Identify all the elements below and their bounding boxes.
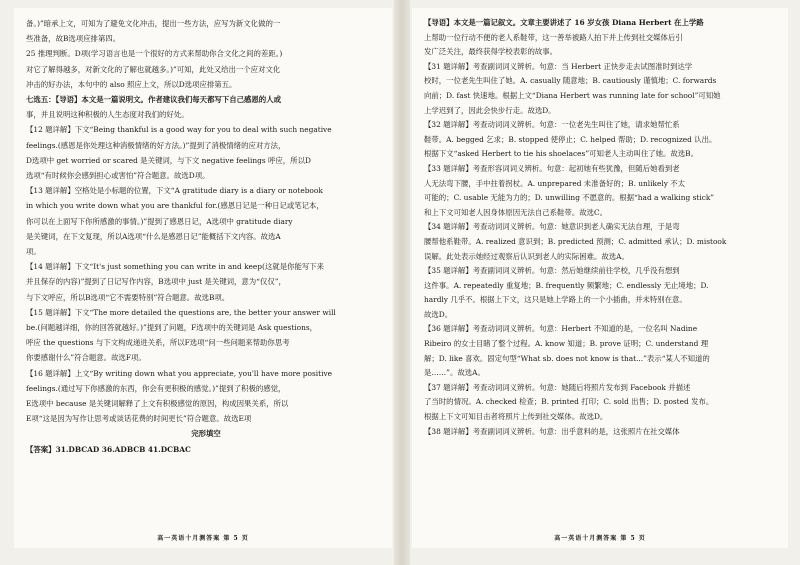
text-line: 选项“有时候你会感到担心或害怕”符合题意。故选D项。 — [26, 171, 210, 181]
page-footer: 高一英语十月测答案 第 5 页 — [157, 535, 249, 542]
text-line: 校时，一位老先生叫住了她。A. casually 随意地；B. cautiously 谨慎地；C. forwards — [424, 76, 717, 86]
text-line: 七选五：【导语】本文是一篇说明文。作者建议我们每天都写下自己感恩的人或 — [26, 95, 281, 105]
text-line: 腰帮他系鞋带。A. realized 意识到；B. predicted 预测；C. admitted 承认；D. mistook — [424, 236, 727, 246]
text-line: 解；D. like 喜欢。固定句型“What sb. does not know is that...”表示“某人不知道的 — [424, 353, 710, 363]
text-line: 【12 题详解】下文“Being thankful is a good way for you to deal with such negative — [26, 125, 332, 135]
text-line: 上学迟到了，因此会快步行走。故选D。 — [424, 105, 556, 115]
text-line: 【16 题详解】上文“By writing down what you appreciate, you'll have more positive — [26, 368, 332, 378]
text-line: 事，并且说明这种积极的人生态度对我们的好处。 — [26, 110, 189, 120]
text-line: 【15 题详解】下文“The more detailed the questions are, the better your answer will — [26, 307, 336, 317]
text-line: 了当时的情况。A. checked 检查；B. printed 打印；C. sold 出售；D. posted 发布。 — [424, 397, 714, 407]
text-line: 这件事。A. repeatedly 重复地；B. frequently 频繁地；C. endlessly 无止境地；D. — [424, 280, 709, 290]
text-line: E选项中 because 是关键词解释了上文有积极感觉的原因，构成因果关系，所以 — [26, 399, 289, 409]
text-line: 呼应 the questions 与下文构成递进关系，所以F选项“问一些问题来帮助你思考 — [26, 338, 290, 348]
text-line: 向前；D. fast 快速地。根据上文“Diana Herbert was running late for school”可知她 — [424, 90, 721, 100]
book-gutter — [394, 0, 410, 565]
text-line: Ribeiro 的女士目睹了整个过程。A. know 知道；B. prove 证明；C. understand 理 — [424, 339, 709, 349]
text-line: 些准备，故B选项应排第四。 — [26, 34, 121, 44]
text-line: 是关键词，在下文复现，所以A选项“什么是感恩日记”能概括下文内容。故选A — [26, 231, 281, 241]
text-line: 人无法弯下腰，手中拄着拐杖。A. unprepared 未准备好的；B. unlikely 不太 — [424, 178, 686, 188]
section-title: 完形填空 — [191, 429, 221, 439]
text-line: 你可以在上面写下你所感激的事情。)”提到了感恩日记，A选项中 gratitude diary — [26, 216, 293, 226]
text-line: 与下文呼应，所以B选项“它不需要特别”符合题意。故选B项。 — [26, 292, 230, 302]
text-line: 上帮助一位行动不便的老人系鞋带，这一善举被路人拍下并上传到社交媒体后引 — [424, 32, 683, 42]
right-text-column — [424, 16, 782, 439]
text-line: 25 推理判断。D项(学习语言也是一个很好的方式来帮助你合文化之间的差距。) — [26, 49, 283, 59]
text-line: 可能的；C. usable 无能为力的；D. unwilling 不愿意的。根据“had a walking stick” — [424, 193, 715, 203]
text-line: 发广泛关注，最终获得学校表彰的故事。 — [424, 47, 558, 57]
text-line: 备。)”暗承上文，可知为了避免文化冲击，提出一些方法，应写为新文化做的一 — [26, 19, 281, 28]
text-line: 对它了解得越多，对新文化的了解也就越多。)”可知，此处又给出一个应对文化 — [26, 64, 281, 74]
text-line: 根据下文“asked Herbert to tie his shoelaces”可知老人主动叫住了她。故选B。 — [424, 149, 699, 159]
text-line: 项。 — [26, 247, 41, 257]
text-line: hardly 几乎不。根据上下文，这只是她上学路上的一个小插曲，并未特别在意。 — [424, 295, 687, 305]
text-line: 【32 题详解】考查动词词义辨析。句意：一位老先生叫住了她，请求她帮忙系 — [424, 120, 680, 130]
text-line: 是……”。故选A。 — [424, 368, 485, 378]
text-line: 【33 题详解】考查形容词词义辨析。句意：起初她有些犹豫，但随后她看到老 — [424, 163, 680, 173]
left-page — [14, 8, 392, 548]
text-line: 和上下文可知老人因身体原因无法自己系鞋带。故选C。 — [424, 207, 608, 217]
text-line: feelings.(通过写下你感激的东西，你会有更积极的感觉。)”提到了积极的感觉， — [26, 383, 286, 393]
text-line: 【14 题详解】下文“It's just something you can write in and keep(这就是你能写下来 — [26, 262, 325, 272]
right-page — [412, 8, 788, 548]
text-line: 【31 题详解】考查副词词义辨析。句意：当 Herbert 正快步走去试图准时到达学 — [424, 61, 693, 71]
text-line: 【13 题详解】空格处是小标题的位置，下文“A gratitude diary is a diary or notebook — [26, 186, 323, 196]
text-line: 【37 题详解】考查动词词义辨析。句意：她随后将照片发布到 Facebook 并描述 — [424, 382, 691, 392]
text-line: 误解。此处表示她经过观察后认识到老人的实际困难。故选A。 — [424, 251, 629, 261]
page-footer: 高一英语十月测答案 第 5 页 — [554, 535, 646, 542]
text-line: 根据上下文可知目击者将照片上传到社交媒体。故选D。 — [424, 412, 608, 422]
text-line: 【36 题详解】考查动词词义辨析。句意：Herbert 不知道的是，一位名叫 Nadine — [424, 324, 698, 334]
text-line: D选项中 get worried or scared 是关键词，与下文 negative feelings 呼应，所以D — [26, 155, 311, 165]
text-line: 【38 题详解】考查副词词义辨析。句意：出乎意料的是，这张照片在社交媒体 — [424, 426, 680, 436]
text-line: E项“这是因为写作让思考或谈话花费的时间更长”符合题意。故选E项 — [26, 414, 252, 424]
text-line: 【导语】本文是一篇记叙文。文章主要讲述了 16 岁女孩 Diana Herbert 在上学路 — [424, 18, 704, 27]
text-line: 冲击的好办法，本句中的 also 照应上文，所以D选项应排第五。 — [26, 79, 237, 89]
text-line: be.(问题越详细，你的回答就越好。)”提到了问题，F选项中的关键词是 Ask questions， — [26, 323, 318, 333]
left-text-column — [26, 16, 386, 457]
text-line: 并且保存的内容)”提到了日记写作内容，B选项中 just 是关键词，意为“仅仅”， — [26, 277, 286, 287]
answer-key: 【答案】31.DBCAD 36.ADBCB 41.DCBAC — [26, 444, 191, 454]
text-line: 鞋带。A. begged 乞求；B. stopped 使停止；C. helped 帮助；D. recognized 认出。 — [424, 134, 717, 144]
text-line: 你要感谢什么”符合题意。故选F项。 — [26, 353, 146, 363]
text-line: 【34 题详解】考查动词词义辨析。句意：她意识到老人确实无法自理，于是弯 — [424, 222, 680, 232]
text-line: in which you write down what you are thankful for.(感恩日记是一种日记或笔记本， — [26, 201, 324, 211]
text-line: 【35 题详解】考查副词词义辨析。句意：然后她继续前往学校，几乎没有想到 — [424, 266, 680, 276]
text-line: feelings.(感恩是你处理这种消极情绪的好方法。)”提到了消极情绪的应对方法， — [26, 140, 286, 150]
text-line: 故选D。 — [424, 309, 453, 319]
